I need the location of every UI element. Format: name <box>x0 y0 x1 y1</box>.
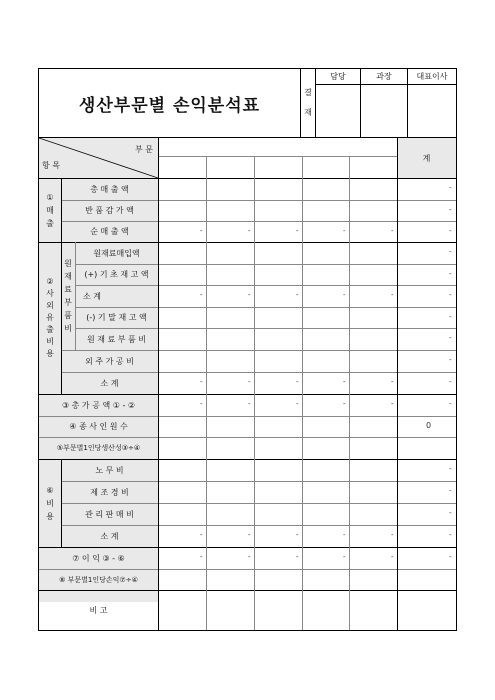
row-raw-cost: 원 재 료 부 품 비 <box>86 334 147 344</box>
value-dash: - <box>343 227 346 235</box>
group-char: 원 <box>64 259 72 268</box>
total-dash: - <box>449 509 452 517</box>
approval-header-manager: 과장 <box>361 69 408 85</box>
row-admin: 관 리 판 매 비 <box>85 509 134 519</box>
signature-box-staff[interactable] <box>316 85 361 137</box>
signature-box-ceo[interactable] <box>408 85 456 137</box>
group-char: 비 <box>46 337 54 346</box>
header-hangmok: 항 목 <box>42 161 60 170</box>
value-dash: - <box>200 400 203 408</box>
total-dash: - <box>449 487 452 495</box>
row-manufacturing: 제 조 경 비 <box>90 487 129 497</box>
value-dash: - <box>343 553 346 561</box>
value-dash: - <box>200 291 203 299</box>
value-dash: - <box>343 400 346 408</box>
row-exp-subtotal: 소 계 <box>100 531 119 541</box>
row-employees: ④ 종 사 인 원 수 <box>69 422 128 431</box>
row-closing-inventory: (-) 기 말 재 고 액 <box>86 313 147 322</box>
group-char: ② <box>46 277 54 286</box>
total-dash: - <box>449 206 452 214</box>
group-char: 비 <box>46 498 54 508</box>
group-char: 출 <box>46 218 54 228</box>
value-dash: - <box>200 531 203 539</box>
value-dash: - <box>200 227 203 235</box>
approval-label-char: 재 <box>304 108 312 117</box>
group-expense <box>39 459 61 547</box>
total-dash: - <box>449 400 452 408</box>
page-title: 생산부문별 손익분석표 <box>39 69 301 137</box>
approval-label-char: 결 <box>304 88 312 97</box>
group-char: 재 <box>64 272 72 281</box>
total-dash: - <box>449 378 452 386</box>
group-char: 용 <box>46 349 54 358</box>
value-dash: - <box>248 291 251 299</box>
total-dash: - <box>449 313 452 321</box>
value-dash: - <box>296 400 299 408</box>
value-dash: - <box>391 291 394 299</box>
row-raw-subtotal <box>75 285 158 307</box>
value-dash: - <box>343 378 346 386</box>
value-dash: - <box>248 400 251 408</box>
value-dash: - <box>248 378 251 386</box>
group-raw <box>61 242 75 350</box>
value-dash: - <box>391 227 394 235</box>
row-net-sales: 순 매 출 액 <box>90 227 129 236</box>
header-bumun: 부 문 <box>135 145 153 154</box>
value-dash: - <box>296 227 299 235</box>
group-char: 유 <box>46 313 54 322</box>
total-dash: - <box>449 184 452 192</box>
value-dash: - <box>248 553 251 561</box>
group-char: 용 <box>46 511 54 521</box>
row-opening-inventory: (+) 기 초 재 고 액 <box>84 270 149 279</box>
group-char: 부 <box>64 298 72 307</box>
group-mfg <box>39 242 61 394</box>
value-dash: - <box>248 531 251 539</box>
row-value-added: ③ 총 가 공 액 ① - ② <box>61 400 136 410</box>
total-employees-value: 0 <box>426 421 432 430</box>
header-total: 계 <box>397 138 456 178</box>
value-dash: - <box>200 553 203 561</box>
approval-header-staff: 담당 <box>316 69 361 85</box>
row-per-capita-profit: ⑧ 부문별1인당손익⑦÷④ <box>59 575 138 584</box>
group-char: 품 <box>64 311 72 320</box>
row-labor: 노 무 비 <box>95 465 124 475</box>
group-char: 비 <box>64 324 72 333</box>
total-dash: - <box>449 465 452 473</box>
value-dash: - <box>296 291 299 299</box>
group-char: 료 <box>64 285 72 294</box>
value-dash: - <box>248 227 251 235</box>
value-dash: - <box>296 531 299 539</box>
row-profit: ⑦ 이 익 ③ - ⑥ <box>72 553 125 563</box>
total-dash: - <box>449 227 452 235</box>
value-dash: - <box>296 553 299 561</box>
row-returns: 반 품 감 가 액 <box>85 206 134 215</box>
approval-label <box>301 69 316 137</box>
total-dash: - <box>449 291 452 299</box>
signature-box-manager[interactable] <box>361 85 408 137</box>
total-dash: - <box>449 334 452 342</box>
total-dash: - <box>449 553 452 561</box>
row-remarks: 비 고 <box>89 605 108 615</box>
row-total-sales: 총 매 출 액 <box>90 184 129 194</box>
approval-header-ceo: 대표이사 <box>408 69 456 85</box>
total-dash: - <box>449 356 452 364</box>
value-dash: - <box>391 400 394 408</box>
value-dash: - <box>296 378 299 386</box>
group-char: ⑥ <box>46 485 54 495</box>
value-dash: - <box>343 531 346 539</box>
total-dash: - <box>449 531 452 539</box>
header-diagonal-cell <box>39 138 158 178</box>
row-mfg-subtotal: 소 계 <box>100 378 119 388</box>
value-dash: - <box>391 531 394 539</box>
value-dash: - <box>200 378 203 386</box>
total-dash: - <box>449 270 452 278</box>
total-dash: - <box>449 248 452 256</box>
value-dash: - <box>391 553 394 561</box>
row-outsourcing: 외 주 가 공 비 <box>85 356 134 366</box>
analysis-form <box>38 68 457 631</box>
group-char: 매 <box>46 205 54 215</box>
value-dash: - <box>343 291 346 299</box>
group-char: 출 <box>46 325 54 334</box>
group-sales <box>39 178 61 242</box>
group-char: 사 <box>46 289 54 298</box>
row-raw-purchase: 원재료매입액 <box>93 248 140 258</box>
row-label-text: 소 계 <box>83 291 101 301</box>
row-productivity: ⑤부문별1인당생산성③÷④ <box>56 444 141 452</box>
group-char: ① <box>46 192 54 202</box>
value-dash: - <box>391 378 394 386</box>
group-char: 외 <box>46 301 54 310</box>
